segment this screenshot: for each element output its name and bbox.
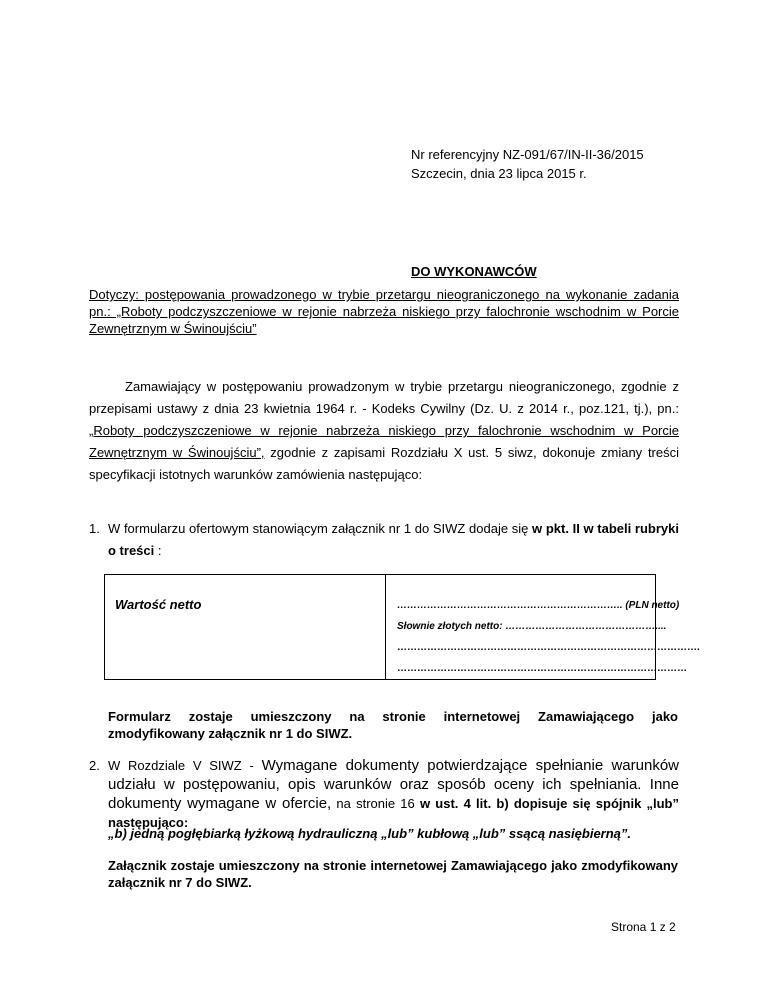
value-table xyxy=(104,574,700,680)
table-divider xyxy=(385,575,386,679)
item1-number: 1. xyxy=(89,521,100,536)
intro-title: „Roboty podczyszczeniowe w rejonie nabrzeża niskiego przy falochronie wschodnim w Porcie Zewnętrznym w Świnoujściu”, xyxy=(89,423,679,460)
item1-suffix: : xyxy=(154,543,162,558)
table-label: Wartość netto xyxy=(115,597,202,612)
intro-part1: Zamawiający w postępowaniu prowadzonym w trybie przetargu nieograniczonego, zgodnie z przepisami ustawy z dnia 23 kwietnia 1964 r. - Kodeks Cywilny (Dz. U. z 2014 r., poz.121, tj.), pn.: xyxy=(89,379,679,416)
item1-bold: w pkt. II w tabeli rubryki o treści xyxy=(108,521,679,558)
intro-part2: zgodnie z zapisami Rozdziału X ust. 5 siwz, dokonuje zmiany treści specyfikacji istotnych warunków zamówienia następująco: xyxy=(89,445,679,482)
table-value-cell xyxy=(397,595,700,679)
note-2: Załącznik zostaje umieszczony na stronie internetowej Zamawiającego jako zmodyfikowany załącznik nr 7 do SIWZ. xyxy=(108,858,678,890)
note-1: Formularz zostaje umieszczony na stronie internetowej Zamawiającego jako zmodyfikowany załącznik nr 1 do SIWZ. xyxy=(108,709,678,741)
quote-line: „b) jedną pogłębiarką łyżkową hydrauliczną „lub” kubłową „lub” ssącą nasiębierną”. xyxy=(108,826,632,841)
place-date: Szczecin, dnia 23 lipca 2015 r. xyxy=(411,166,587,181)
table-line-2: Słownie złotych netto: ……………………………………….... xyxy=(397,621,667,632)
intro-paragraph xyxy=(89,376,679,486)
reference-block xyxy=(411,145,644,183)
list-item-1 xyxy=(89,518,679,562)
item2-bold: w ust. 4 lit. b) dopisuje się spójnik „lub” następująco: xyxy=(108,796,679,830)
list-item-2 xyxy=(89,756,679,832)
table-line-3: ………………………………………………………………………………. xyxy=(397,642,700,653)
letter-heading: DO WYKONAWCÓW xyxy=(411,264,537,279)
item1-text: W formularzu ofertowym stanowiącym załącznik nr 1 do SIWZ dodaje się xyxy=(108,521,533,536)
reference-number: Nr referencyjny NZ-091/67/IN-II-36/2015 xyxy=(411,147,644,162)
table-line-1: ………………………………………………………….. (PLN netto) xyxy=(397,600,680,611)
page-number: Strona 1 z 2 xyxy=(611,920,676,934)
table-line-4: …………………………………………………………………………… xyxy=(397,663,687,674)
item2-mid: na stronie 16 xyxy=(331,796,420,811)
item2-prefix: W Rozdziale V SIWZ - xyxy=(108,758,262,773)
item2-big: Wymagane dokumenty potwierdzające spełnianie warunków udziału w postępowaniu, opis warunków oraz sposób oceny ich spełniania. Inne dokumenty wymagane w ofercie, xyxy=(108,757,679,812)
item2-number: 2. xyxy=(89,758,100,773)
subject-line: Dotyczy: postępowania prowadzonego w trybie przetargu nieograniczonego na wykonanie zadania pn.: „Roboty podczyszczeniowe w rejonie nabrzeża niskiego przy falochronie wschodnim w Porcie Zewnętrznym w Świnoujściu” xyxy=(89,287,679,336)
